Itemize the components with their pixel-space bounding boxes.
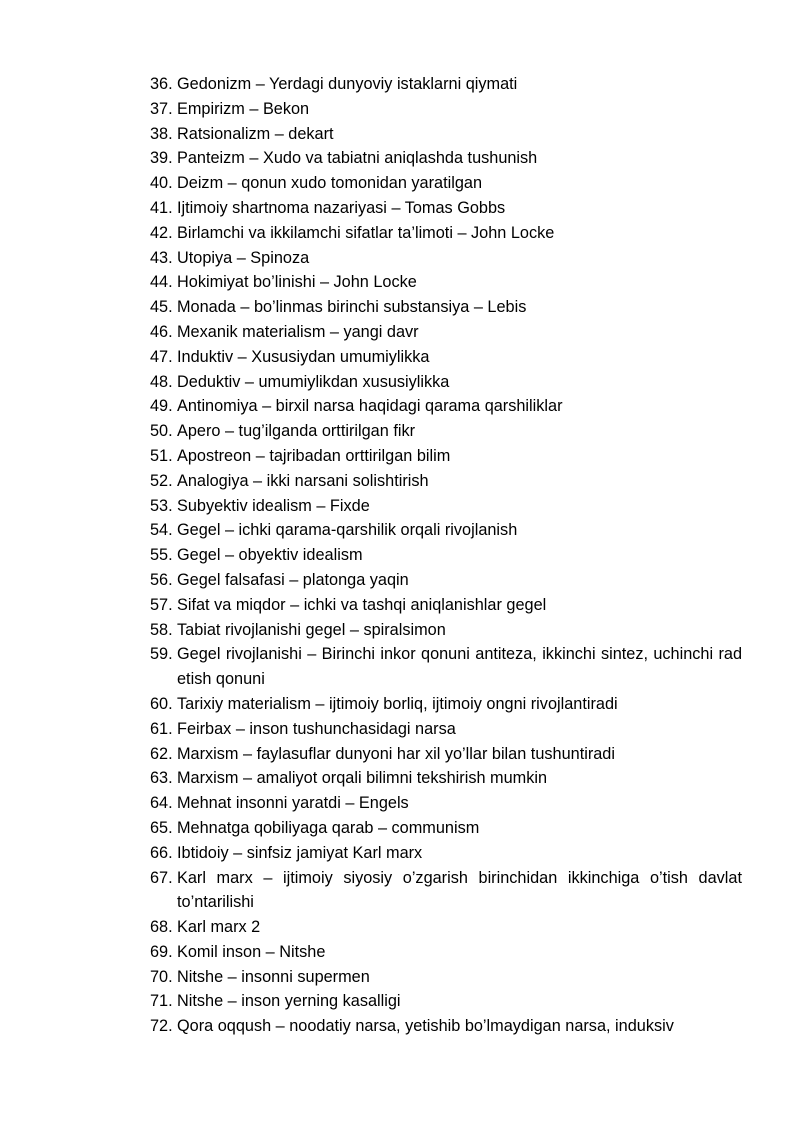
item-text: Karl marx – ijtimoiy siyosiy o’zgarish birinchidan ikkinchiga o’tish davlat to’ntarilishi [177,868,742,912]
list-item [150,72,742,97]
item-text: Hokimiyat bo’linishi – John Locke [177,273,417,292]
list-item [150,270,742,295]
list-item [150,692,742,717]
list-item [150,568,742,593]
item-text: Mexanik materialism – yangi davr [177,322,419,341]
item-number: 58. [150,620,173,639]
list-item [150,444,742,469]
item-number: 51. [150,446,173,465]
item-number: 46. [150,322,173,341]
item-text: Mehnat insonni yaratdi – Engels [177,794,409,813]
item-text: Deizm – qonun xudo tomonidan yaratilgan [177,174,483,193]
item-number: 62. [150,744,173,763]
item-number: 69. [150,942,173,961]
item-number: 66. [150,843,173,862]
item-text: Gegel – ichki qarama-qarshilik orqali rivojlanish [177,521,518,540]
item-number: 63. [150,769,173,788]
list-item [150,146,742,171]
list-item [150,246,742,271]
item-number: 72. [150,1017,173,1036]
item-text: Nitshe – inson yerning kasalligi [177,992,401,1011]
list-item [150,419,742,444]
list-item [150,940,742,965]
item-number: 37. [150,99,173,118]
item-number: 36. [150,75,173,93]
item-text: Gegel – obyektiv idealism [177,546,363,565]
item-text: Apostreon – tajribadan orttirilgan bilim [177,446,451,465]
item-text: Marxism – faylasuflar dunyoni har xil yo’llar bilan tushuntiradi [177,744,615,763]
item-text: Sifat va miqdor – ichki va tashqi aniqlanishlar gegel [177,595,547,614]
list-item [150,742,742,767]
item-number: 43. [150,248,173,267]
list-item [150,394,742,419]
item-number: 55. [150,546,173,565]
item-text: Subyektiv idealism – Fixde [177,496,370,515]
item-text: Tarixiy materialism – ijtimoiy borliq, ijtimoiy ongni rivojlantiradi [177,694,618,713]
item-number: 41. [150,198,173,217]
item-number: 45. [150,298,173,317]
item-number: 48. [150,372,173,391]
item-number: 57. [150,595,173,614]
list-item [150,171,742,196]
item-number: 42. [150,223,173,242]
item-number: 44. [150,273,173,292]
item-number: 64. [150,794,173,813]
item-number: 40. [150,174,173,193]
item-number: 68. [150,918,173,937]
item-text: Tabiat rivojlanishi gegel – spiralsimon [177,620,446,639]
item-number: 70. [150,967,173,986]
item-number: 39. [150,149,173,168]
item-text: Antinomiya – birxil narsa haqidagi qarama qarshiliklar [177,397,563,416]
list-item [150,221,742,246]
list-item [150,791,742,816]
item-text: Apero – tug’ilganda orttirilgan fikr [177,422,416,441]
item-text: Marxism – amaliyot orqali bilimni tekshirish mumkin [177,769,548,788]
item-text: Ibtidoiy – sinfsiz jamiyat Karl marx [177,843,423,862]
list-item [150,196,742,221]
item-text: Ratsionalizm – dekart [177,124,334,143]
item-number: 65. [150,818,173,837]
item-text: Karl marx 2 [177,918,261,937]
list-item [150,320,742,345]
item-text: Empirizm – Bekon [177,99,310,118]
item-text: Ijtimoiy shartnoma nazariyasi – Tomas Gobbs [177,198,506,217]
item-number: 52. [150,471,173,490]
item-number: 71. [150,992,173,1011]
item-text: Gegel falsafasi – platonga yaqin [177,570,409,589]
item-number: 56. [150,570,173,589]
list-item [150,97,742,122]
item-number: 53. [150,496,173,515]
list-item [150,816,742,841]
item-number: 60. [150,694,173,713]
list-item [150,989,742,1014]
item-text: Utopiya – Spinoza [177,248,310,267]
item-text: Qora oqqush – noodatiy narsa, yetishib bo’lmaydigan narsa, induksiv [177,1017,674,1036]
item-number: 47. [150,347,173,366]
list-item [150,469,742,494]
list-item [150,642,742,692]
item-number: 61. [150,719,173,738]
list-item [150,766,742,791]
item-text: Birlamchi va ikkilamchi sifatlar ta’limoti – John Locke [177,223,555,242]
list-item [150,717,742,742]
item-number: 59. [150,645,173,664]
list-item [150,841,742,866]
list-item [150,965,742,990]
item-text: Gedonizm – Yerdagi dunyoviy istaklarni qiymati [177,75,518,93]
item-text: Induktiv – Xususiydan umumiylikka [177,347,430,366]
term-list [150,72,742,1039]
item-number: 54. [150,521,173,540]
list-item [150,593,742,618]
item-text: Komil inson – Nitshe [177,942,326,961]
item-text: Monada – bo’linmas birinchi substansiya – Lebis [177,298,527,317]
item-text: Mehnatga qobiliyaga qarab – communism [177,818,480,837]
item-text: Panteizm – Xudo va tabiatni aniqlashda tushunish [177,149,538,168]
list-item [150,618,742,643]
list-item [150,295,742,320]
item-text: Gegel rivojlanishi – Birinchi inkor qonuni antiteza, ikkinchi sintez, uchinchi rad etish qonuni [177,645,742,689]
item-number: 67. [150,868,173,887]
item-number: 49. [150,397,173,416]
list-item [150,866,742,916]
list-item [150,345,742,370]
list-item [150,122,742,147]
item-text: Nitshe – insonni supermen [177,967,370,986]
list-item [150,915,742,940]
item-text: Feirbax – inson tushunchasidagi narsa [177,719,456,738]
list-item [150,1014,742,1039]
list-item [150,518,742,543]
list-item [150,370,742,395]
item-text: Deduktiv – umumiylikdan xususiylikka [177,372,450,391]
item-number: 50. [150,422,173,441]
list-item [150,494,742,519]
item-number: 38. [150,124,173,143]
list-item [150,543,742,568]
item-text: Analogiya – ikki narsani solishtirish [177,471,429,490]
